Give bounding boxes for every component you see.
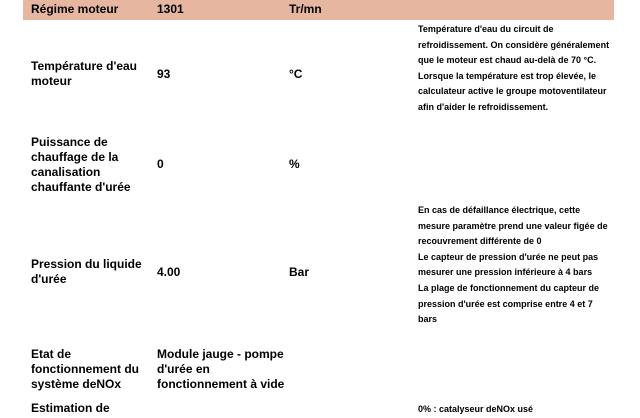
row-description — [418, 203, 610, 328]
row-param: Estimation de — [31, 401, 110, 415]
row-unit: % — [289, 157, 300, 171]
description-line: Le capteur de pression d'urée ne peut pas mesurer une pression inférieure à 4 bars — [418, 251, 599, 278]
row-unit: °C — [289, 67, 303, 81]
row-value: Module jauge - pompe d'urée en fonctionnement à vide — [157, 347, 285, 391]
description-line: 0% : catalyseur deNOx usé — [418, 404, 534, 414]
row-value: 4.00 — [157, 265, 181, 279]
description-line: Température d'eau du circuit de refroidissement. On considère généralement que le moteur est chaud au-delà de 70 °C. Lorsque la température est trop élevée, le calculateur active le groupe motoventilateur afin d'aider le refroidissement. — [418, 24, 610, 112]
row-param: Puissance de chauffage de la canalisation chauffante d'urée — [31, 135, 131, 194]
header-value: 1301 — [157, 2, 184, 16]
row-value: 93 — [157, 67, 171, 81]
description-line: En cas de défaillance électrique, cette mesure paramètre prend une valeur figée de recouvrement différente de 0 — [418, 205, 608, 247]
row-param: Pression du liquide d'urée — [31, 257, 142, 286]
row-description — [418, 402, 610, 418]
table-header-row — [23, 0, 614, 20]
row-unit: Bar — [289, 265, 310, 279]
row-param: Température d'eau moteur — [31, 59, 137, 88]
row-description — [418, 22, 610, 116]
row-param: Etat de fonctionnement du système deNOx — [31, 347, 139, 391]
header-param: Régime moteur — [31, 2, 119, 16]
header-unit: Tr/mn — [289, 2, 322, 16]
description-line: La plage de fonctionnement du capteur de pression d'urée est comprise entre 4 et 7 bars — [418, 282, 600, 325]
row-value: 0 — [157, 157, 164, 171]
